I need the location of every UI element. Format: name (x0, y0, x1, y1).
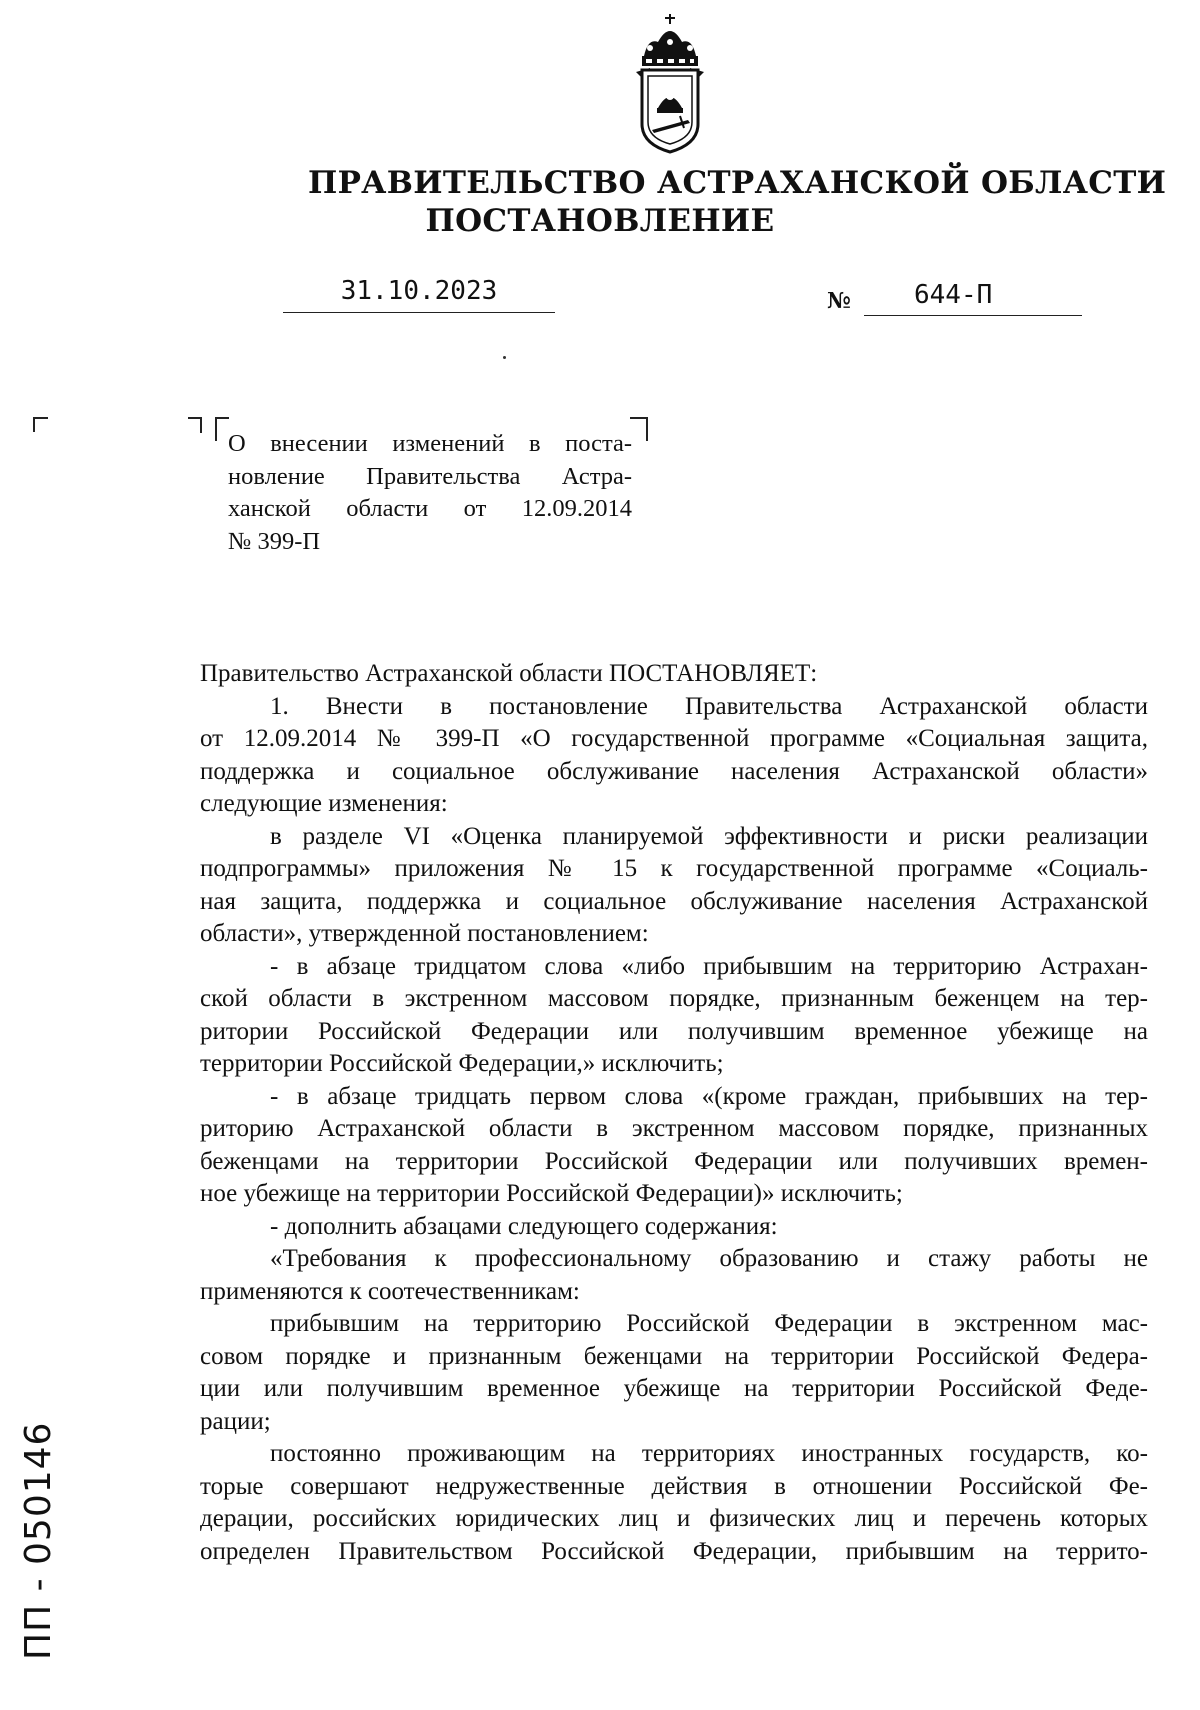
body-line: ской области в экстренном массовом порядке, признанным беженцем на тер- (200, 985, 1148, 1012)
subject-line: ханской области от 12.09.2014 (228, 495, 632, 522)
body-line: ная защита, поддержка и социальное обслуживание населения Астраханской (200, 887, 1148, 915)
body-line: в разделе VI «Оценка планируемой эффективности и риски реализации (270, 822, 1148, 850)
subject-line: новление Правительства Астра- (228, 462, 632, 490)
body-line: поддержка и социальное обслуживание населения Астраханской области» (200, 757, 1148, 785)
number-label: № (827, 288, 851, 314)
body-line: подпрограммы» приложения № 15 к государственной программе «Социаль- (200, 855, 1148, 882)
body-line: 1. Внести в постановление Правительства Астраханской области (270, 692, 1148, 720)
coat-of-arms-emblem (630, 12, 710, 162)
government-title: ПРАВИТЕЛЬСТВО АСТРАХАНСКОЙ ОБЛАСТИ (308, 165, 1167, 201)
body-line: прибывшим на территорию Российской Федерации в экстренном мас- (270, 1310, 1148, 1337)
body-line: ное убежище на территории Российской Федерации)» исключить; (200, 1180, 903, 1207)
body-line: ритории Российской Федерации или получившим временное убежище на (200, 1017, 1148, 1045)
body-line: дерации, российских юридических лиц и физических лиц и перечень которых (200, 1505, 1148, 1532)
body-line: от 12.09.2014 № 399-П «О государственной программе «Социальная защита, (200, 725, 1148, 752)
subject-line: № 399-П (228, 527, 321, 555)
document-type-title: ПОСТАНОВЛЕНИЕ (425, 203, 775, 239)
body-line: Правительство Астраханской области ПОСТАНОВЛЯЕТ: (200, 660, 818, 687)
document-date: 31.10.2023 (283, 276, 555, 313)
subject-corner-mark-left-inner (215, 417, 229, 441)
body-line: ции или получившим временное убежище на территории Российской Феде- (200, 1375, 1148, 1402)
body-line: - в абзаце тридцать первом слова «(кроме граждан, прибывших на тер- (270, 1082, 1148, 1110)
side-registration-code: ПП - 050146 (18, 1421, 59, 1660)
body-line: определен Правительством Российской Федерации, прибывшим на террито- (200, 1537, 1148, 1565)
body-line: применяются к соотечественникам: (200, 1277, 580, 1305)
body-line: постоянно проживающим на территориях иностранных государств, ко- (270, 1440, 1148, 1467)
document-number: 644-П (864, 280, 1082, 316)
scan-speck (503, 356, 506, 359)
body-line: области», утвержденной постановлением: (200, 920, 649, 947)
body-line: «Требования к профессиональному образованию и стажу работы не (270, 1245, 1148, 1272)
document-subject (228, 428, 632, 558)
body-line: - дополнить абзацами следующего содержания: (270, 1212, 778, 1240)
body-line: территории Российской Федерации,» исключить; (200, 1050, 724, 1077)
body-line: торые совершают недружественные действия в отношении Российской Фе- (200, 1472, 1148, 1500)
body-line: риторию Астраханской области в экстренном массовом порядке, признанных (200, 1115, 1148, 1142)
subject-line: О внесении изменений в поста- (228, 430, 632, 457)
body-line: следующие изменения: (200, 790, 448, 817)
body-line: совом порядке и признанным беженцами на территории Российской Федера- (200, 1342, 1148, 1370)
margin-corner-mark (33, 417, 48, 432)
subject-corner-mark-right (630, 417, 648, 441)
body-line: рации; (200, 1407, 271, 1435)
document-body (200, 658, 1148, 1568)
body-line: - в абзаце тридцатом слова «либо прибывшим на территорию Астрахан- (270, 952, 1148, 980)
body-line: беженцами на территории Российской Федерации или получивших времен- (200, 1147, 1148, 1175)
subject-corner-mark-left-outer (188, 417, 202, 433)
